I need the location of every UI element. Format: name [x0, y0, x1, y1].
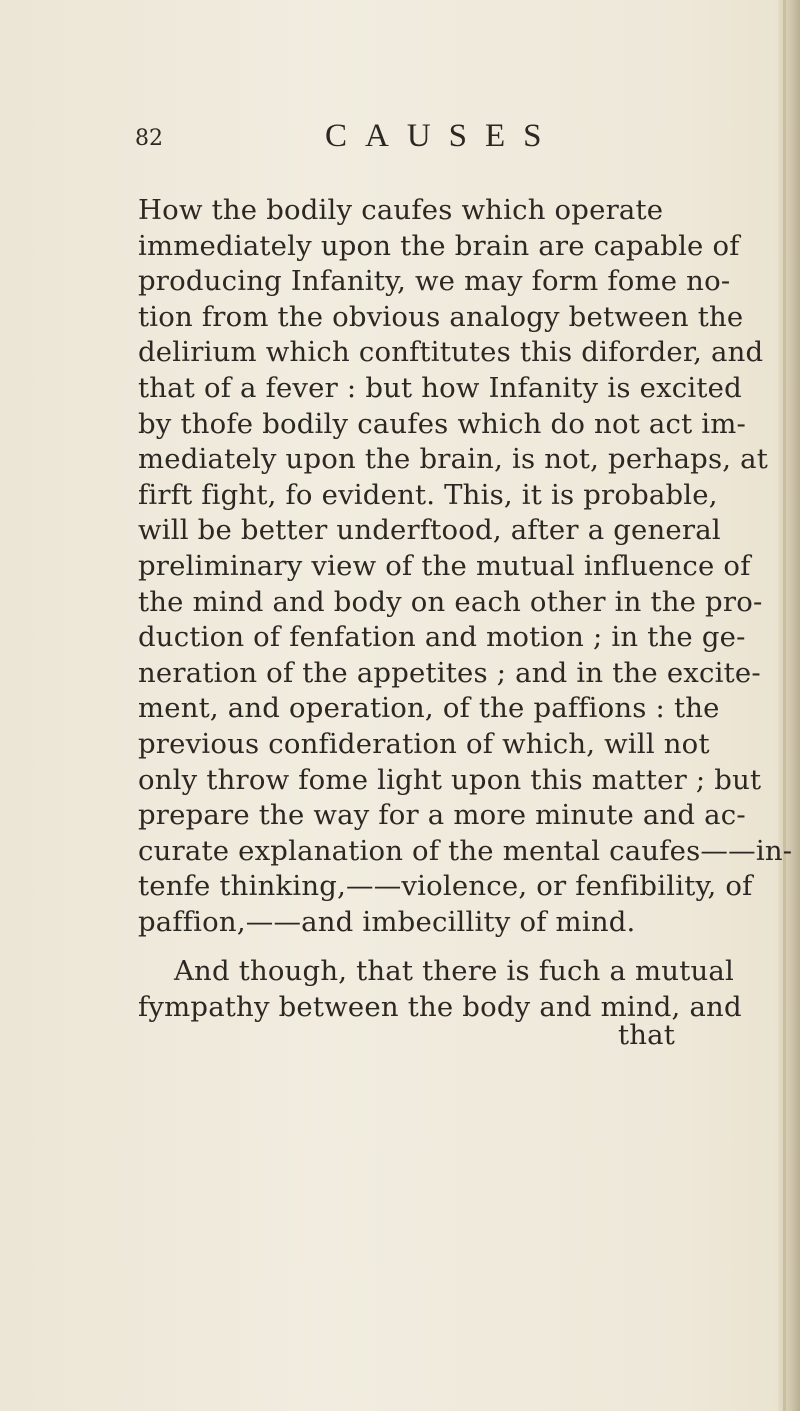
text-line: the mind and body on each other in the pro- — [138, 585, 763, 618]
paragraph-2 — [138, 954, 798, 1053]
text-line: prepare the way for a more minute and ac- — [138, 799, 746, 832]
text-line: curate explanation of the mental caufes——in- — [138, 834, 793, 867]
body-text — [138, 193, 798, 1053]
text-line: How the bodily caufes which operate — [138, 194, 664, 226]
paragraph-1 — [138, 193, 798, 940]
text-line: tion from the obvious analogy between the — [138, 300, 744, 333]
text-line: firft fight, fo evident. This, it is probable, — [138, 478, 718, 511]
text-line: ment, and operation, of the paffions : the — [138, 692, 720, 725]
catchword: that — [618, 1018, 676, 1051]
text-line: immediately upon the brain are capable of — [138, 229, 740, 262]
page-header — [135, 118, 695, 166]
text-line: duction of fenfation and motion ; in the ge- — [138, 621, 746, 654]
text-line: producing Infanity, we may form fome no- — [138, 265, 731, 298]
text-line: neration of the appetites ; and in the excite- — [138, 656, 761, 689]
text-line: mediately upon the brain, is not, perhaps, at — [138, 443, 769, 476]
text-line: delirium which conftitutes this diforder, and — [138, 336, 764, 369]
paragraph-gap — [138, 940, 798, 954]
page-number: 82 — [135, 126, 163, 151]
text-line: only throw fome light upon this matter ; but — [138, 763, 762, 796]
text-line: preliminary view of the mutual influence of — [138, 549, 751, 582]
text-line: that of a fever : but how Infanity is excited — [138, 371, 742, 404]
running-head: CAUSES — [325, 118, 560, 154]
text-line: by thofe bodily caufes which do not act im- — [138, 407, 747, 440]
text-line: fympathy between the body and mind, and — [138, 991, 742, 1024]
text-line: And though, that there is fuch a mutual — [174, 955, 734, 988]
text-line: tenfe thinking,——violence, or fenfibility, of — [138, 870, 753, 903]
text-line: previous confideration of which, will not — [138, 727, 710, 760]
text-line: will be better underftood, after a general — [138, 514, 721, 547]
text-line: paffion,——and imbecillity of mind. — [138, 905, 636, 938]
